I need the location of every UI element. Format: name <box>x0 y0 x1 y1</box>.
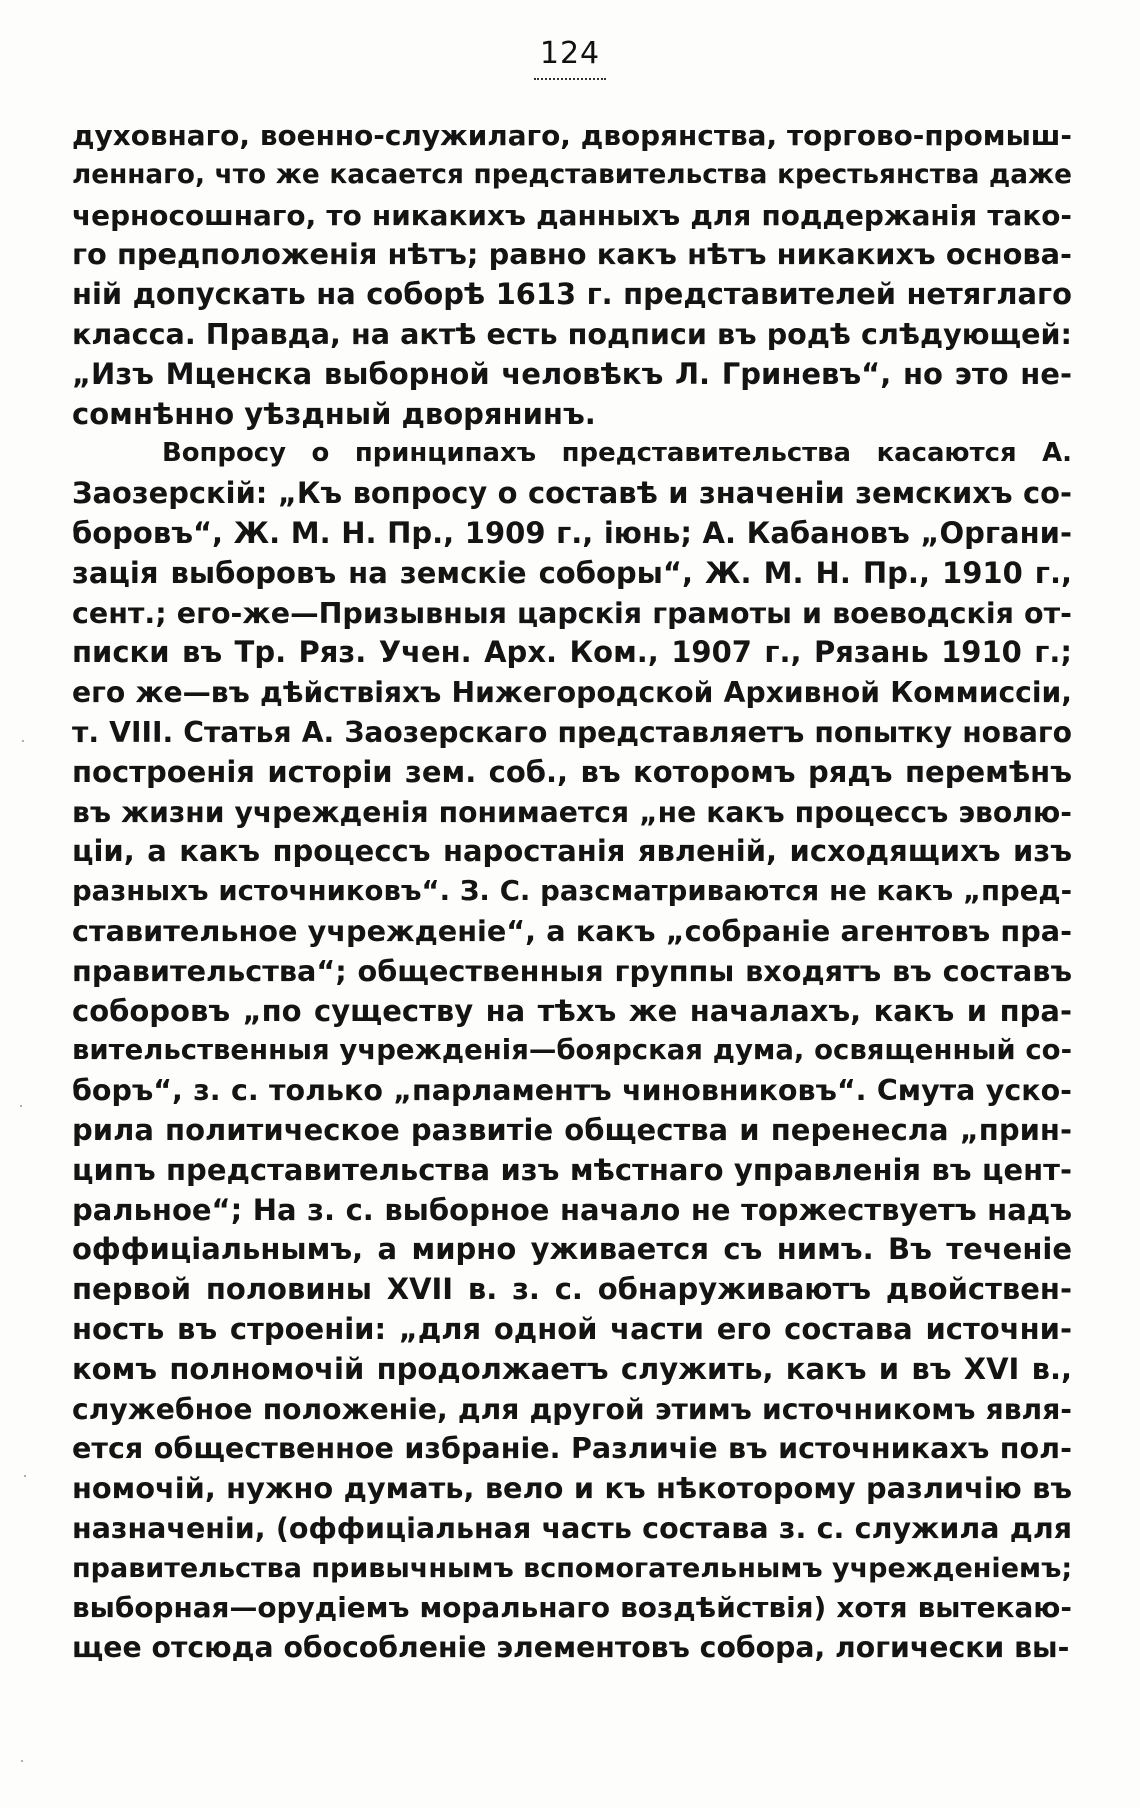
text-line: его же—въ дѣйствіяхъ Нижегородской Архивной Коммиссіи, <box>72 676 1072 710</box>
text-line: писки въ Тр. Ряз. Учен. Арх. Ком., 1907 г., Рязань 1910 г.; <box>72 635 1072 670</box>
text-line: го предположенія нѣтъ; равно какъ нѣтъ никакихъ основа- <box>72 237 1072 272</box>
text-line: зація выборовъ на земскіе соборы“, Ж. М. Н. Пр., 1910 г., <box>72 555 1072 590</box>
text-line: въ жизни учрежденія понимается „не какъ процессъ эволю- <box>72 795 1072 829</box>
left-margin-scan-marks <box>18 0 38 1808</box>
text-line: оффиціальнымъ, а мирно уживается съ нимъ. Въ теченіе <box>72 1232 1072 1267</box>
text-line: выборная—орудіемъ моральнаго воздѣйствія) хотя вытекаю- <box>72 1591 1072 1625</box>
text-line: ципъ представительства изъ мѣстнаго управленія въ цент- <box>72 1152 1072 1187</box>
text-line: ется общественное избраніе. Различіе въ источникахъ пол- <box>72 1431 1072 1466</box>
text-line: духовнаго, военно-служилаго, дворянства, торгово-промыш- <box>72 119 1072 152</box>
paragraph <box>72 116 1072 434</box>
page-number: 124 <box>534 36 606 80</box>
text-line: правительства привычнымъ вспомогательнымъ учрежденіемъ; <box>72 1552 1073 1584</box>
text-line: Вопросу о принципахъ представительства касаются А. <box>162 438 1072 469</box>
text-line: ральное“; На з. с. выборное начало не торжествуетъ надъ <box>72 1192 1072 1227</box>
text-line: правительства“; общественныя группы входятъ въ составъ <box>72 953 1072 988</box>
text-line: комъ полномочій продолжаетъ служить, какъ и въ XVI в., <box>72 1351 1072 1386</box>
text-line: служебное положеніе, для другой этимъ источникомъ явля- <box>72 1392 1072 1426</box>
text-line: рила политическое развитіе общества и перенесла „прин- <box>72 1112 1072 1147</box>
text-line: соборовъ „по существу на тѣхъ же началахъ, какъ и пра- <box>72 993 1072 1028</box>
text-line: боръ“, з. с. только „парламентъ чиновниковъ“. Смута уско- <box>72 1074 1072 1108</box>
text-line: построенія исторіи зем. соб., въ которомъ рядъ перемѣнъ <box>72 754 1072 789</box>
text-line: сент.; его-же—Призывныя царскія грамоты и воеводскія от- <box>72 596 1072 630</box>
text-line: первой половины XVII в. з. с. обнаруживаютъ двойствен- <box>72 1272 1072 1307</box>
text-line: сомнѣнно уѣздный дворянинъ. <box>72 396 596 431</box>
paragraph <box>72 434 1072 1668</box>
page-header <box>0 36 1140 80</box>
text-line: ній допускать на соборѣ 1613 г. представителей нетяглаго <box>72 277 1072 312</box>
text-line: ставительное учрежденіе“, а какъ „собраніе агентовъ пра- <box>72 913 1072 948</box>
text-line: т. VIII. Статья А. Заозерскаго представляетъ попытку новаго <box>72 715 1072 749</box>
body-text <box>72 116 1072 1668</box>
text-line: вительственныя учрежденія—боярская дума, освященный со- <box>72 1034 1072 1067</box>
text-line: „Изъ Мценска выборной человѣкъ Л. Гриневъ“, но это не- <box>72 356 1072 391</box>
text-line: Заозерскій: „Къ вопросу о составѣ и значеніи земскихъ со- <box>72 476 1072 511</box>
text-line: разныхъ источниковъ“. З. С. разсматриваются не какъ „пред- <box>72 875 1072 908</box>
text-line: номочій, нужно думать, вело и къ нѣкоторому различію въ <box>72 1471 1072 1506</box>
text-line: боровъ“, Ж. М. Н. Пр., 1909 г., іюнь; А. Кабановъ „Органи- <box>72 515 1072 550</box>
text-line: щее отсюда обособленіе элементовъ собора, логически вы- <box>72 1631 1070 1665</box>
text-line: назначеніи, (оффиціальная часть состава з. с. служила для <box>72 1511 1072 1545</box>
text-line: леннаго, что же касается представительства крестьянства даже <box>72 159 1072 190</box>
text-line: черносошнаго, то никакихъ данныхъ для поддержанія тако- <box>72 198 1072 232</box>
text-line: класса. Правда, на актѣ есть подписи въ родѣ слѣдующей: <box>72 316 1072 351</box>
text-line: ціи, а какъ процессъ наростанія явленій, исходящихъ изъ <box>72 834 1072 869</box>
text-line: ность въ строеніи: „для одной части его состава источни- <box>72 1311 1072 1346</box>
